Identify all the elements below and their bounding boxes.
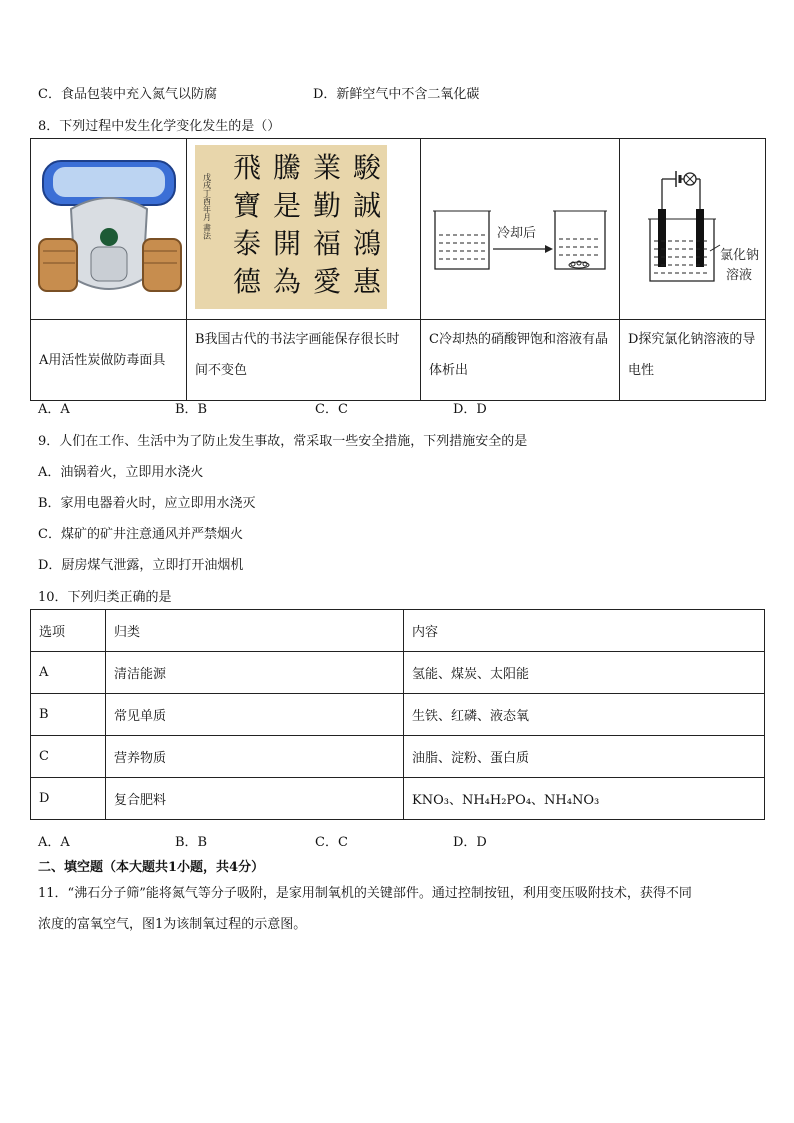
q10-cell: KNO₃、NH₄H₂PO₄、NH₄NO₃	[404, 778, 765, 820]
cooling-label: 冷却后	[497, 226, 537, 241]
q10-cell: 清洁能源	[106, 652, 404, 694]
q8-caption-c: C冷却热的硝酸钾饱和溶液有晶体析出	[421, 320, 620, 401]
table-row	[31, 652, 765, 694]
q10-cell: 氢能、煤炭、太阳能	[404, 652, 765, 694]
q11-stem-line1: 11．“沸石分子筛”能将氮气等分子吸附，是家用制氧机的关键部件。通过控制按钮，利用变压吸附技术，获得不同	[38, 886, 692, 901]
calligraphy-cell	[187, 139, 421, 320]
gas-mask-image	[31, 139, 186, 315]
q8-option-d: D．D	[453, 402, 487, 417]
section-heading: 二、填空题（本大题共1小题，共4分）	[38, 860, 265, 875]
q8-caption-b: B我国古代的书法字画能保存很长时间不变色	[187, 320, 421, 401]
nacl-label-1: 氯化钠	[720, 248, 760, 263]
table-row	[31, 736, 765, 778]
nacl-label-2: 溶液	[726, 268, 753, 283]
q10-option-c: C．C	[315, 835, 348, 850]
q10-cell: 复合肥料	[106, 778, 404, 820]
calligraphy-char: 騰	[273, 151, 302, 184]
q8-option-a: A．A	[38, 402, 70, 417]
q10-cell: D	[31, 778, 106, 820]
q10-cell: A	[31, 652, 106, 694]
q7-option-c: C．食品包装中充入氮气以防腐	[38, 87, 217, 102]
conductivity-diagram-cell	[620, 139, 766, 320]
q9-stem: 9．人们在工作、生活中为了防止发生事故，常采取一些安全措施，下列措施安全的是	[38, 434, 528, 449]
q7-option-d: D．新鲜空气中不含二氧化碳	[313, 87, 480, 102]
gas-mask-cell	[31, 139, 187, 320]
calligraphy-char: 誠	[353, 189, 382, 222]
q10-cell: 常见单质	[106, 694, 404, 736]
cooling-diagram-cell	[421, 139, 620, 320]
conductivity-diagram	[620, 139, 765, 315]
table-row	[31, 694, 765, 736]
q9-option-b: B．家用电器着火时，应立即用水浇灭	[38, 496, 256, 511]
q8-option-b: B．B	[175, 402, 208, 417]
calligraphy-char: 福	[313, 227, 342, 260]
q8-table	[30, 138, 766, 401]
q10-table	[30, 609, 765, 820]
q11-stem-line2: 浓度的富氧空气，图1为该制氧过程的示意图。	[38, 917, 307, 932]
q9-option-a: A．油锅着火，立即用水浇火	[38, 465, 204, 480]
q10-header-category: 归类	[106, 610, 404, 652]
q8-caption-a: A用活性炭做防毒面具	[31, 320, 187, 401]
calligraphy-char: 寶	[233, 189, 262, 222]
q10-option-d: D．D	[453, 835, 487, 850]
q10-header-content: 内容	[404, 610, 765, 652]
table-row	[31, 778, 765, 820]
q10-cell: C	[31, 736, 106, 778]
calligraphy-char: 鴻	[353, 227, 382, 260]
q8-caption-d: D探究氯化钠溶液的导电性	[620, 320, 766, 401]
calligraphy-char: 開	[273, 227, 302, 260]
q10-option-b: B．B	[175, 835, 208, 850]
calligraphy-char: 為	[273, 265, 302, 298]
q10-header-option: 选项	[31, 610, 106, 652]
q9-option-c: C．煤矿的矿井注意通风并严禁烟火	[38, 527, 243, 542]
q10-cell: 生铁、红磷、液态氧	[404, 694, 765, 736]
q9-option-d: D．厨房煤气泄露，立即打开油烟机	[38, 558, 244, 573]
cooling-diagram	[421, 139, 619, 315]
calligraphy-char: 惠	[353, 265, 382, 298]
q8-stem: 8．下列过程中发生化学变化发生的是（）	[38, 119, 281, 134]
calligraphy-char: 泰	[233, 227, 262, 260]
calligraphy-char: 愛	[313, 265, 342, 298]
q10-stem: 10．下列归类正确的是	[38, 590, 172, 605]
calligraphy-char: 勤	[313, 189, 342, 222]
q10-option-a: A．A	[38, 835, 70, 850]
calligraphy-char: 業	[313, 151, 342, 184]
calligraphy-image	[187, 139, 420, 315]
calligraphy-char: 德	[233, 265, 262, 298]
q8-option-c: C．C	[315, 402, 348, 417]
calligraphy-char: 是	[273, 189, 302, 222]
q10-cell: B	[31, 694, 106, 736]
q10-cell: 油脂、淀粉、蛋白质	[404, 736, 765, 778]
calligraphy-char: 駿	[353, 151, 382, 184]
q10-header-row	[31, 610, 765, 652]
q10-cell: 营养物质	[106, 736, 404, 778]
calligraphy-inscription: 戊戌丁酉年月 書法	[202, 173, 212, 240]
calligraphy-char: 飛	[233, 151, 262, 184]
